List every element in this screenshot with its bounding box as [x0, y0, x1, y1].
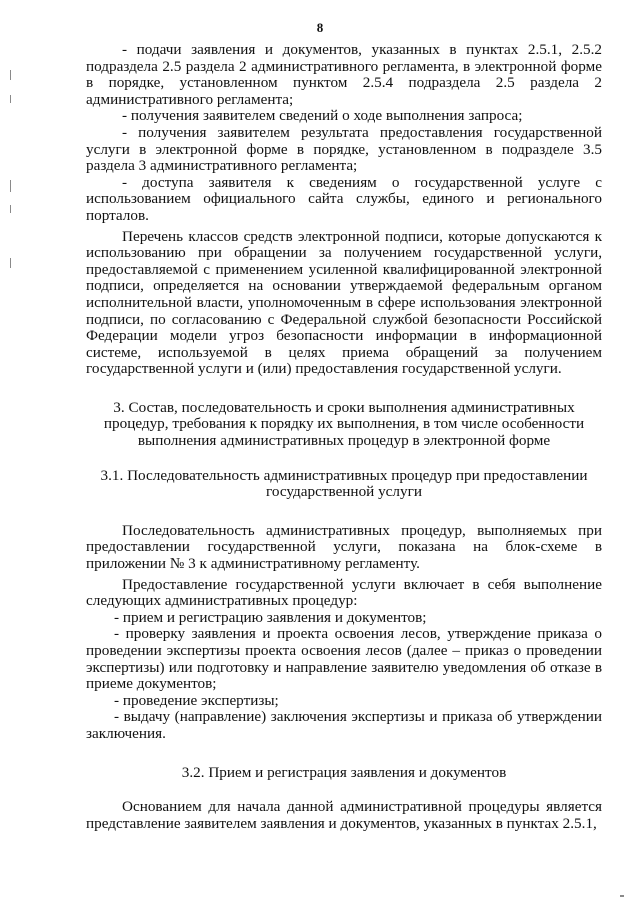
list-item: - выдачу (направление) заключения экспертизы и приказа об утверждении заключения. — [86, 708, 602, 742]
list-item: - подачи заявления и документов, указанных в пунктах 2.5.1, 2.5.2 подраздела 2.5 раздела 2 административного регламента, в электронной форме в порядке, установленном пунктом 2.5.4 подраздела 2.5 раздела 2 административного регламента; — [86, 41, 602, 108]
scan-mark — [620, 895, 624, 897]
scan-mark — [10, 95, 11, 103]
list-item: - прием и регистрацию заявления и документов; — [114, 608, 427, 626]
section-3-1-paragraph: Предоставление государственной услуги включает в себя выполнение следующих административных процедур: — [86, 575, 602, 610]
scan-mark — [10, 180, 11, 192]
section-3-1-heading: 3.1. Последовательность административных процедур при предоставлении государственной услуги — [100, 466, 588, 501]
scan-mark — [10, 205, 11, 213]
page-number: 8 — [316, 20, 324, 35]
scan-mark — [10, 70, 11, 80]
list-item: - получения заявителем сведений о ходе выполнения запроса; — [122, 107, 523, 125]
list-item: - проверку заявления и проекта освоения лесов, утверждение приказа о проведении экспертизы проекта освоения лесов (далее – приказ о проведении экспертизы) или подготовку и направление заявителю уведомления об отказе в приеме документов; — [86, 625, 602, 693]
list-item: - получения заявителем результата предоставления государственной услуги в электронной форме в порядке, установленном в подразделе 3.5 раздела 3 административного регламента; — [86, 123, 602, 175]
section-3-2-heading: 3.2. Прием и регистрация заявления и документов — [181, 763, 507, 781]
scan-mark — [10, 258, 11, 268]
section-3-2-paragraph: Основанием для начала данной административной процедуры является представление заявителем заявления и документов, указанных в пунктах 2.5.1, — [86, 798, 602, 832]
section-3-heading: 3. Состав, последовательность и сроки выполнения административных процедур, требования к порядку их выполнения, в том числе особенности выполнения административных процедур в электронной форме — [103, 398, 585, 450]
list-item: - проведение экспертизы; — [114, 691, 279, 709]
document-body — [86, 42, 602, 832]
signature-paragraph: Перечень классов средств электронной подписи, которые допускаются к использованию при обращении за получением государственной услуги, предоставляемой с применением усиленной квалифицированной электронной подписи, определяется на основании утверждаемой федеральным органом исполнительной власти, уполномоченным в сфере использования электронной подписи, по согласованию с Федеральной службой безопасности Российской Федерации модели угроз безопасности информации в информационной системе, используемой в целях приема обращений за получением государственной услуги и (или) предоставления государственной услуги. — [86, 227, 602, 378]
list-item: - доступа заявителя к сведениям о государственной услуге с использованием официального сайта службы, единого и регионального порталов. — [86, 173, 602, 224]
section-3-1-paragraph: Последовательность административных процедур, выполняемых при предоставлении государственной услуги, показана на блок-схеме в приложении № 3 к административному регламенту. — [86, 521, 602, 573]
